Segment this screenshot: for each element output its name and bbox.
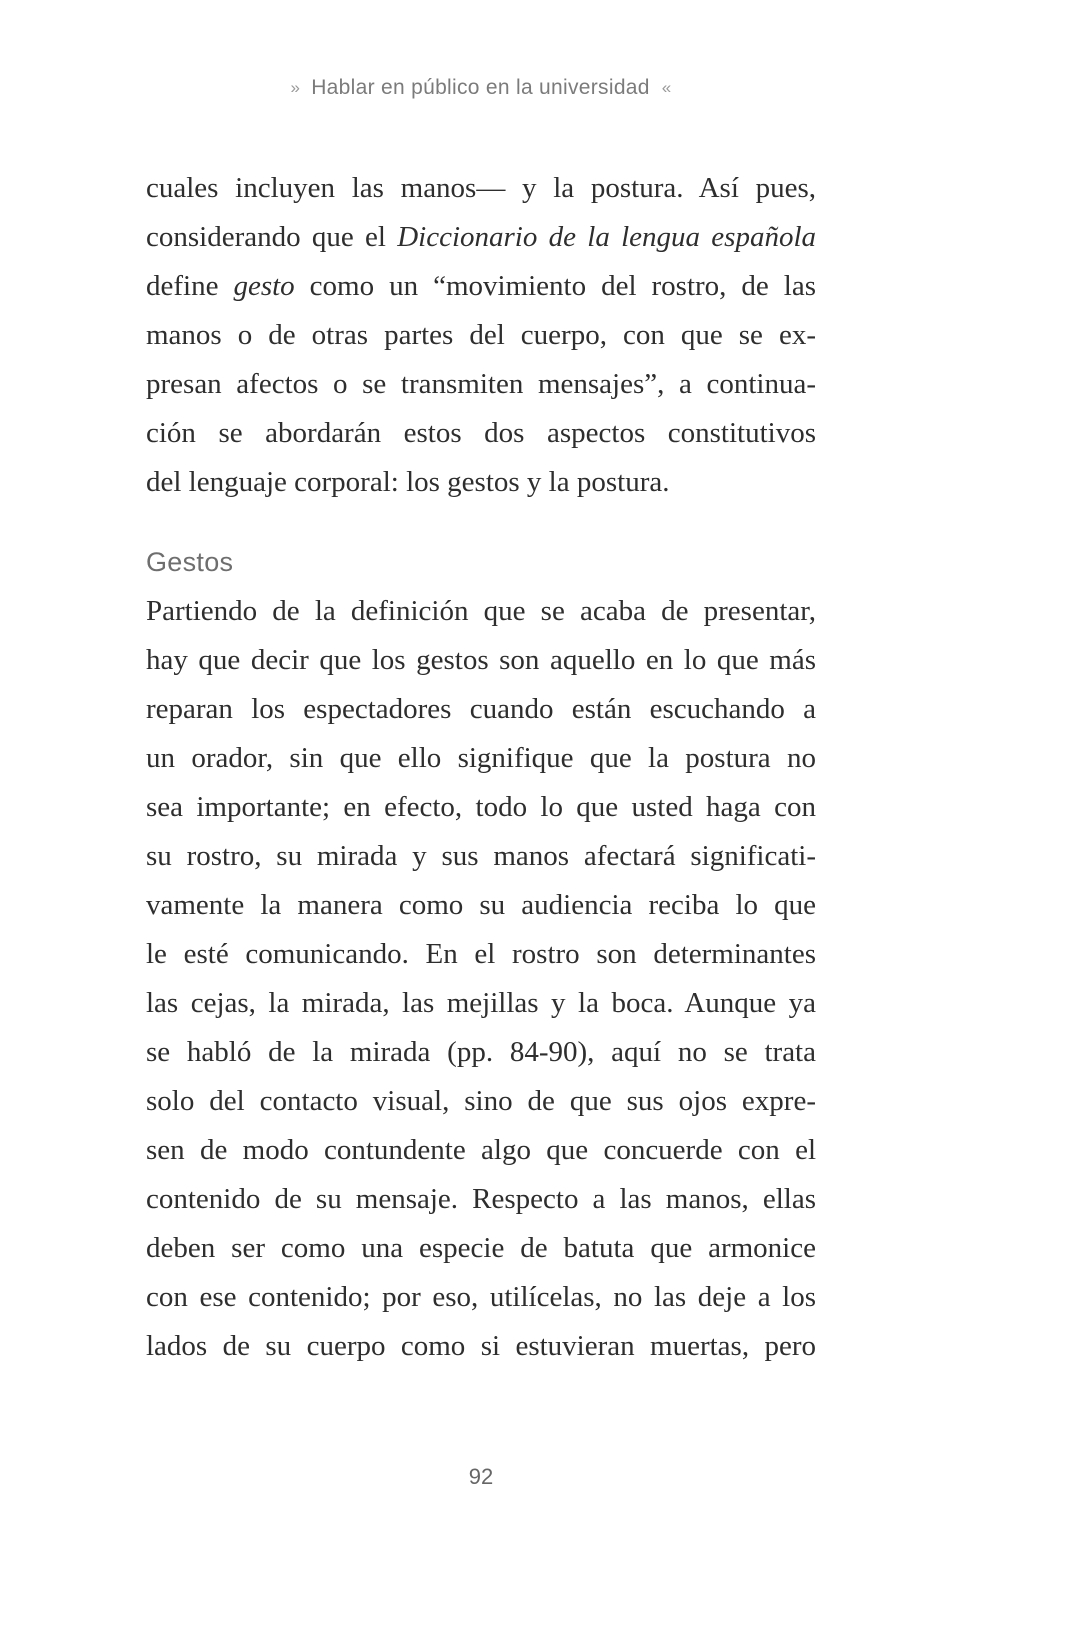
text-run: cuales incluyen las manos— y la postura. Así pues, — [146, 172, 816, 204]
text-run: su rostro, su mirada y sus manos afectará significati- — [146, 840, 816, 872]
text-line — [146, 734, 816, 783]
text-run: deben ser como una especie de batuta que armonice — [146, 1232, 816, 1264]
text-line — [146, 783, 816, 832]
text-line — [146, 409, 816, 458]
text-run: hay que decir que los gestos son aquello en lo que más — [146, 644, 816, 676]
text-run: le esté comunicando. En el rostro son determinantes — [146, 938, 816, 970]
text-line — [146, 587, 816, 636]
header-title: Hablar en público en la universidad — [311, 76, 650, 99]
text-run: ción se abordarán estos dos aspectos constitutivos — [146, 417, 816, 449]
text-run: reparan los espectadores cuando están escuchando a — [146, 693, 816, 725]
text-run: un orador, sin que ello signifique que la postura no — [146, 742, 816, 774]
page-number: 92 — [468, 1464, 494, 1489]
text-line — [146, 1273, 816, 1322]
italic-text: Diccionario de la lengua española — [397, 221, 816, 253]
text-line — [146, 1322, 816, 1371]
text-run: con ese contenido; por eso, utilícelas, no las deje a los — [146, 1281, 816, 1313]
text-line — [146, 1028, 816, 1077]
paragraph-intro — [146, 164, 816, 507]
text-line — [146, 832, 816, 881]
text-line — [146, 685, 816, 734]
text-run: lados de su cuerpo como si estuvieran muertas, pero — [146, 1330, 816, 1362]
text-line — [146, 1126, 816, 1175]
text-line — [146, 262, 816, 311]
text-run: vamente la manera como su audiencia reciba lo que — [146, 889, 816, 921]
header-open-mark: » — [290, 78, 301, 97]
text-run: las cejas, la mirada, las mejillas y la boca. Aunque ya — [146, 987, 816, 1019]
text-line — [146, 360, 816, 409]
text-run: presan afectos o se transmiten mensajes”, a continua- — [146, 368, 816, 400]
text-run: solo del contacto visual, sino de que sus ojos expre- — [146, 1085, 816, 1117]
text-line — [146, 164, 816, 213]
text-line — [146, 930, 816, 979]
text-run: considerando que el — [146, 221, 398, 253]
text-run: contenido de su mensaje. Respecto a las manos, ellas — [146, 1183, 816, 1215]
text-line — [146, 458, 816, 507]
text-line — [146, 979, 816, 1028]
text-line — [146, 1077, 816, 1126]
text-run: manos o de otras partes del cuerpo, con que se ex- — [146, 319, 816, 351]
text-run: define — [146, 270, 234, 302]
running-header — [146, 72, 816, 104]
text-line — [146, 213, 816, 262]
italic-text: gesto — [233, 270, 295, 302]
body-text — [146, 164, 816, 1371]
text-run: del lenguaje corporal: los gestos y la postura. — [146, 466, 670, 498]
text-line — [146, 1224, 816, 1273]
header-close-mark: « — [661, 78, 672, 97]
text-run: Partiendo de la definición que se acaba de presentar, — [146, 595, 816, 627]
text-line — [146, 881, 816, 930]
text-run: sen de modo contundente algo que concuerde con el — [146, 1134, 816, 1166]
text-line — [146, 1175, 816, 1224]
text-run: sea importante; en efecto, todo lo que usted haga con — [146, 791, 816, 823]
section-heading: Gestos — [146, 547, 234, 577]
text-line — [146, 311, 816, 360]
text-run: se habló de la mirada (pp. 84-90), aquí no se trata — [146, 1036, 816, 1068]
text-line — [146, 636, 816, 685]
paragraph-gestos — [146, 587, 816, 1371]
text-run: como un “movimiento del rostro, de las — [294, 270, 816, 302]
